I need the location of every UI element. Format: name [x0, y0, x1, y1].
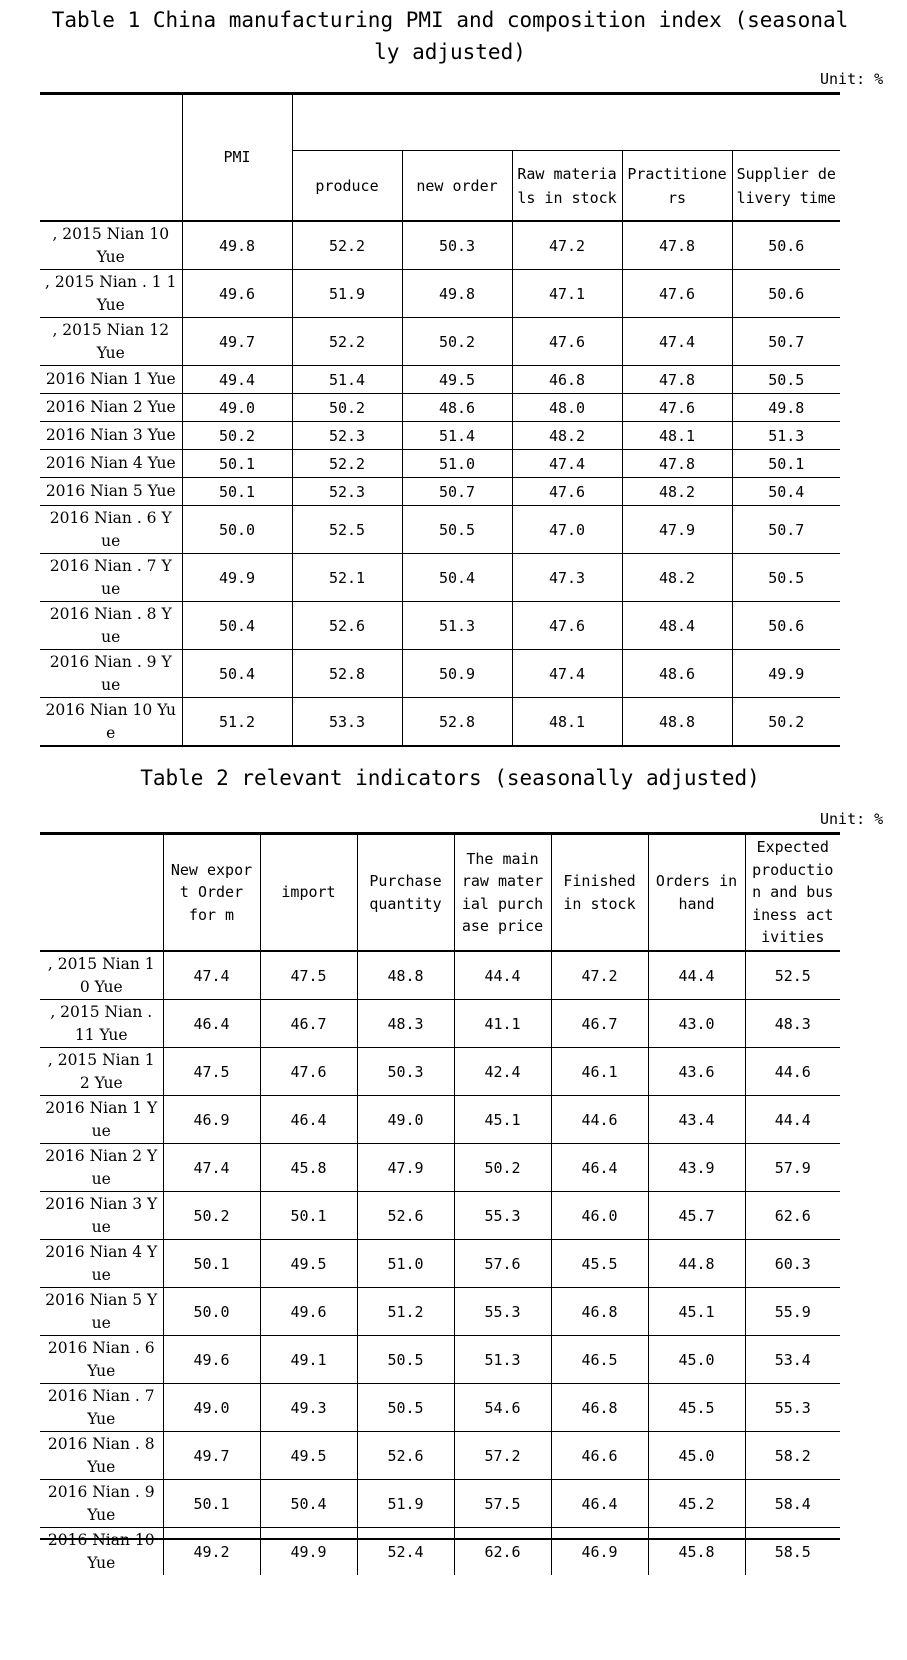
table1-header-produce: produce [292, 151, 402, 221]
table2-header-cell: Orders in hand [648, 834, 745, 952]
table-cell: 45.1 [648, 1288, 745, 1336]
table-cell: 50.4 [260, 1480, 357, 1528]
table-cell: 52.2 [292, 450, 402, 478]
table-cell: 47.9 [622, 506, 732, 554]
table-cell: 45.8 [260, 1144, 357, 1192]
table-cell: 51.2 [182, 698, 292, 747]
table-cell: 52.5 [745, 951, 840, 1000]
table-cell: 48.3 [745, 1000, 840, 1048]
table-cell: 45.8 [648, 1528, 745, 1576]
table-cell: 50.3 [402, 221, 512, 270]
table-row [40, 650, 840, 698]
table-cell: 50.1 [163, 1480, 260, 1528]
table-cell: 47.1 [512, 270, 622, 318]
table-cell: 45.1 [454, 1096, 551, 1144]
table-cell: 54.6 [454, 1384, 551, 1432]
table-row [40, 1192, 840, 1240]
row-label: 2016 Nian . 8 Y ue [40, 602, 182, 650]
table-cell: 49.5 [260, 1432, 357, 1480]
table-cell: 52.6 [357, 1432, 454, 1480]
table2-bottom-rule [40, 1538, 840, 1540]
table-cell: 49.0 [163, 1384, 260, 1432]
table-cell: 62.6 [454, 1528, 551, 1576]
table-cell: 51.4 [402, 422, 512, 450]
table-cell: 49.8 [182, 221, 292, 270]
table-cell: 47.4 [512, 450, 622, 478]
table-cell: 46.4 [260, 1096, 357, 1144]
table2 [40, 832, 840, 1575]
table2-unit: Unit: % [820, 810, 884, 828]
table1 [40, 92, 840, 747]
table-cell: 49.9 [260, 1528, 357, 1576]
table-cell: 50.7 [732, 506, 840, 554]
row-label: 2016 Nian 2 Y ue [40, 1144, 163, 1192]
row-label: , 2015 Nian 1 0 Yue [40, 951, 163, 1000]
table1-header-practitioners: Practitione rs [622, 151, 732, 221]
row-label: 2016 Nian 10 Yue [40, 1528, 163, 1576]
table-cell: 47.3 [512, 554, 622, 602]
table-cell: 53.4 [745, 1336, 840, 1384]
table-cell: 47.8 [622, 221, 732, 270]
table-cell: 45.2 [648, 1480, 745, 1528]
table-cell: 50.1 [163, 1240, 260, 1288]
table-cell: 57.9 [745, 1144, 840, 1192]
table-row [40, 1048, 840, 1096]
table-cell: 50.1 [260, 1192, 357, 1240]
table-cell: 52.8 [292, 650, 402, 698]
table-cell: 46.7 [260, 1000, 357, 1048]
table-cell: 51.0 [357, 1240, 454, 1288]
table-cell: 50.1 [732, 450, 840, 478]
table2-header-cell: Finished in stock [551, 834, 648, 952]
table-cell: 51.0 [402, 450, 512, 478]
table-cell: 48.2 [622, 554, 732, 602]
table-cell: 47.0 [512, 506, 622, 554]
table-cell: 47.2 [512, 221, 622, 270]
table-cell: 58.5 [774, 1542, 811, 1561]
table1-unit: Unit: % [820, 70, 884, 88]
row-label: 2016 Nian . 8 Yue [40, 1432, 163, 1480]
table-cell: 44.6 [551, 1096, 648, 1144]
table-cell: 47.5 [163, 1048, 260, 1096]
row-label: 2016 Nian 4 Yue [40, 450, 182, 478]
row-label: 2016 Nian . 7 Y ue [40, 554, 182, 602]
table-cell: 48.3 [357, 1000, 454, 1048]
table-cell: 50.6 [732, 602, 840, 650]
table-cell: 46.4 [551, 1480, 648, 1528]
table-cell: 45.5 [551, 1240, 648, 1288]
table2-header-cell: The main raw mater ial purch ase price [454, 834, 551, 952]
table1-title [40, 4, 860, 68]
table-cell: 48.6 [402, 394, 512, 422]
table-cell: 52.8 [402, 698, 512, 747]
table1-title-line2: ly adjusted) [374, 40, 526, 64]
table-cell: 52.1 [292, 554, 402, 602]
table-cell: 50.2 [454, 1144, 551, 1192]
table-cell: 46.5 [551, 1336, 648, 1384]
table-cell: 49.9 [732, 650, 840, 698]
table-cell: 49.8 [732, 394, 840, 422]
table-cell: 45.0 [648, 1336, 745, 1384]
table-cell: 48.2 [512, 422, 622, 450]
table-cell: 48.8 [357, 951, 454, 1000]
table-cell: 50.0 [163, 1288, 260, 1336]
table-cell: 50.9 [402, 650, 512, 698]
table-cell: 46.9 [551, 1528, 648, 1576]
table-cell: 50.5 [402, 506, 512, 554]
table-cell: 47.4 [163, 1144, 260, 1192]
row-label: 2016 Nian 4 Y ue [40, 1240, 163, 1288]
table-cell: 51.2 [357, 1288, 454, 1336]
table-cell: 49.0 [182, 394, 292, 422]
table1-header-pmi: PMI [182, 94, 292, 222]
row-label: 2016 Nian 1 Yue [40, 366, 182, 394]
table1-header-new-order: new order [402, 151, 512, 221]
table-row [40, 1528, 840, 1576]
table-cell: 55.9 [745, 1288, 840, 1336]
table-cell: 50.6 [732, 270, 840, 318]
table-cell: 49.4 [182, 366, 292, 394]
table-cell: 43.0 [648, 1000, 745, 1048]
table-cell: 50.0 [182, 506, 292, 554]
table-cell: 53.3 [292, 698, 402, 747]
table-cell: 46.6 [551, 1432, 648, 1480]
table-cell: 47.6 [512, 318, 622, 366]
table-cell: 45.0 [648, 1432, 745, 1480]
table-cell: 47.2 [551, 951, 648, 1000]
table-cell: 48.0 [512, 394, 622, 422]
row-label: 2016 Nian 10 Yu e [40, 698, 182, 747]
table-row [40, 1480, 840, 1528]
row-label: 2016 Nian . 9 Y ue [40, 650, 182, 698]
table-row [40, 951, 840, 1000]
table-row [40, 1432, 840, 1480]
table-cell: 49.6 [163, 1336, 260, 1384]
table-row [40, 602, 840, 650]
row-label: 2016 Nian . 7 Yue [40, 1384, 163, 1432]
table-cell: 50.7 [732, 318, 840, 366]
table-cell: 47.6 [622, 270, 732, 318]
table-cell: 50.2 [292, 394, 402, 422]
table-cell: 49.6 [260, 1288, 357, 1336]
table-cell: 52.5 [292, 506, 402, 554]
row-label: 2016 Nian 5 Y ue [40, 1288, 163, 1336]
table-cell: 47.8 [622, 450, 732, 478]
table-cell: 48.6 [622, 650, 732, 698]
table-cell: 45.5 [648, 1384, 745, 1432]
table-cell: 50.5 [357, 1336, 454, 1384]
table-cell: 46.4 [551, 1144, 648, 1192]
table-cell: 47.8 [622, 366, 732, 394]
row-label: , 2015 Nian . 11 Yue [40, 1000, 163, 1048]
table-cell: 51.4 [292, 366, 402, 394]
table-cell: 57.2 [454, 1432, 551, 1480]
table2-header-cell: Expected productio n and bus iness act ivities [745, 834, 840, 952]
table-cell: 52.4 [357, 1528, 454, 1576]
table-cell: 42.4 [454, 1048, 551, 1096]
table-cell: 44.4 [454, 951, 551, 1000]
table-cell: 48.4 [622, 602, 732, 650]
table-cell: 46.1 [551, 1048, 648, 1096]
table-row [40, 1000, 840, 1048]
table-cell: 58.4 [745, 1480, 840, 1528]
table-cell: 50.2 [732, 698, 840, 747]
table-row [40, 554, 840, 602]
table2-header-cell: import [260, 834, 357, 952]
table1-title-line1: Table 1 China manufacturing PMI and composition index (seasonal [51, 8, 849, 32]
table-cell: 48.1 [512, 698, 622, 747]
table-cell: 47.4 [512, 650, 622, 698]
table-cell: 55.3 [454, 1288, 551, 1336]
table2-corner-cell [40, 834, 163, 952]
table2-title: Table 2 relevant indicators (seasonally adjusted) [140, 766, 760, 790]
table-row [40, 422, 840, 450]
table-cell: 52.6 [357, 1192, 454, 1240]
table-cell: 46.8 [551, 1288, 648, 1336]
table-cell: 44.8 [648, 1240, 745, 1288]
table-cell: 43.4 [648, 1096, 745, 1144]
table-cell: 52.3 [292, 478, 402, 506]
table-cell: 47.6 [622, 394, 732, 422]
table-row [40, 1384, 840, 1432]
table-cell: 46.8 [512, 366, 622, 394]
table-cell: 46.7 [551, 1000, 648, 1048]
table1-corner-cell [40, 94, 182, 222]
table-cell: 50.3 [357, 1048, 454, 1096]
table-cell: 52.2 [292, 221, 402, 270]
table-cell: 48.1 [622, 422, 732, 450]
table-cell: 50.5 [732, 554, 840, 602]
table-cell: 52.2 [292, 318, 402, 366]
table2-header-cell: New expor t Order for m [163, 834, 260, 952]
table-cell: 57.6 [454, 1240, 551, 1288]
row-label: 2016 Nian 5 Yue [40, 478, 182, 506]
table-cell: 50.2 [182, 422, 292, 450]
row-label: 2016 Nian . 6 Yue [40, 1336, 163, 1384]
table-cell: 41.1 [454, 1000, 551, 1048]
table-cell: 50.4 [402, 554, 512, 602]
table-cell: 50.7 [402, 478, 512, 506]
row-label: , 2015 Nian . 1 1 Yue [40, 270, 182, 318]
table-cell: 49.5 [402, 366, 512, 394]
table-cell: 52.3 [292, 422, 402, 450]
row-label: , 2015 Nian 1 2 Yue [40, 1048, 163, 1096]
row-label: 2016 Nian 3 Y ue [40, 1192, 163, 1240]
table-cell: 57.5 [454, 1480, 551, 1528]
table-cell: 49.7 [163, 1432, 260, 1480]
table-cell: 50.2 [402, 318, 512, 366]
table-cell: 51.3 [402, 602, 512, 650]
table-cell: 43.6 [648, 1048, 745, 1096]
table-row [40, 366, 840, 394]
table-row [40, 394, 840, 422]
table-cell: 49.6 [182, 270, 292, 318]
table-cell: 49.0 [357, 1096, 454, 1144]
table-cell: 47.9 [357, 1144, 454, 1192]
table1-header-supplier: Supplier de livery time [732, 151, 840, 221]
table-row [40, 478, 840, 506]
table-cell: 47.4 [163, 951, 260, 1000]
table-cell: 46.8 [551, 1384, 648, 1432]
table1-header-group [292, 94, 840, 151]
table-cell: 49.8 [402, 270, 512, 318]
table1-header-row-top [40, 94, 840, 151]
table-cell: 58.2 [745, 1432, 840, 1480]
table-cell: 43.9 [648, 1144, 745, 1192]
table-cell: 62.6 [745, 1192, 840, 1240]
table-row [40, 698, 840, 747]
table2-header-row [40, 834, 840, 952]
row-label: 2016 Nian 2 Yue [40, 394, 182, 422]
table-row [40, 1240, 840, 1288]
table-cell: 49.5 [260, 1240, 357, 1288]
table-row [40, 1336, 840, 1384]
table-row [40, 450, 840, 478]
row-label: 2016 Nian 1 Y ue [40, 1096, 163, 1144]
table-cell: 49.7 [182, 318, 292, 366]
table1-body [40, 221, 840, 746]
table-cell: 49.1 [260, 1336, 357, 1384]
table-cell: 50.2 [163, 1192, 260, 1240]
table-cell: 47.5 [260, 951, 357, 1000]
table-cell: 49.3 [260, 1384, 357, 1432]
row-label: 2016 Nian . 9 Yue [40, 1480, 163, 1528]
table-cell: 55.3 [745, 1384, 840, 1432]
table-cell: 51.3 [732, 422, 840, 450]
table-cell: 47.6 [260, 1048, 357, 1096]
table-cell: 44.4 [648, 951, 745, 1000]
table-cell: 47.6 [512, 602, 622, 650]
table-cell: 47.4 [622, 318, 732, 366]
table-cell: 50.4 [182, 602, 292, 650]
table-cell: 50.4 [182, 650, 292, 698]
table-cell: 48.2 [622, 478, 732, 506]
table-cell: 52.6 [292, 602, 402, 650]
table-row [40, 221, 840, 270]
table-cell: 44.6 [745, 1048, 840, 1096]
row-label: , 2015 Nian 10 Yue [40, 221, 182, 270]
table-row [40, 506, 840, 554]
row-label: , 2015 Nian 12 Yue [40, 318, 182, 366]
table-cell: 50.5 [732, 366, 840, 394]
table-row [40, 270, 840, 318]
table-cell: 51.3 [454, 1336, 551, 1384]
table-cell: 49.9 [182, 554, 292, 602]
row-label: 2016 Nian . 6 Y ue [40, 506, 182, 554]
table-cell: 50.6 [732, 221, 840, 270]
table-cell: 60.3 [745, 1240, 840, 1288]
table-cell: 51.9 [292, 270, 402, 318]
table-cell: 49.2 [163, 1528, 260, 1576]
table-cell: 47.6 [512, 478, 622, 506]
table-cell: 51.9 [357, 1480, 454, 1528]
table-cell: 46.9 [163, 1096, 260, 1144]
table-cell: 46.0 [551, 1192, 648, 1240]
row-label: 2016 Nian 3 Yue [40, 422, 182, 450]
table-row [40, 1096, 840, 1144]
table-cell: 50.1 [182, 478, 292, 506]
table-row [40, 1288, 840, 1336]
table-cell: 50.4 [732, 478, 840, 506]
table2-body [40, 951, 840, 1575]
table-cell: 44.4 [745, 1096, 840, 1144]
table-cell: 48.8 [622, 698, 732, 747]
table-cell: 50.1 [182, 450, 292, 478]
table-cell: 46.4 [163, 1000, 260, 1048]
table1-header-raw-materials: Raw materia ls in stock [512, 151, 622, 221]
table2-header-cell: Purchase quantity [357, 834, 454, 952]
table-row [40, 1144, 840, 1192]
table-cell: 50.5 [357, 1384, 454, 1432]
table-cell: 55.3 [454, 1192, 551, 1240]
table-row [40, 318, 840, 366]
table-cell: 45.7 [648, 1192, 745, 1240]
